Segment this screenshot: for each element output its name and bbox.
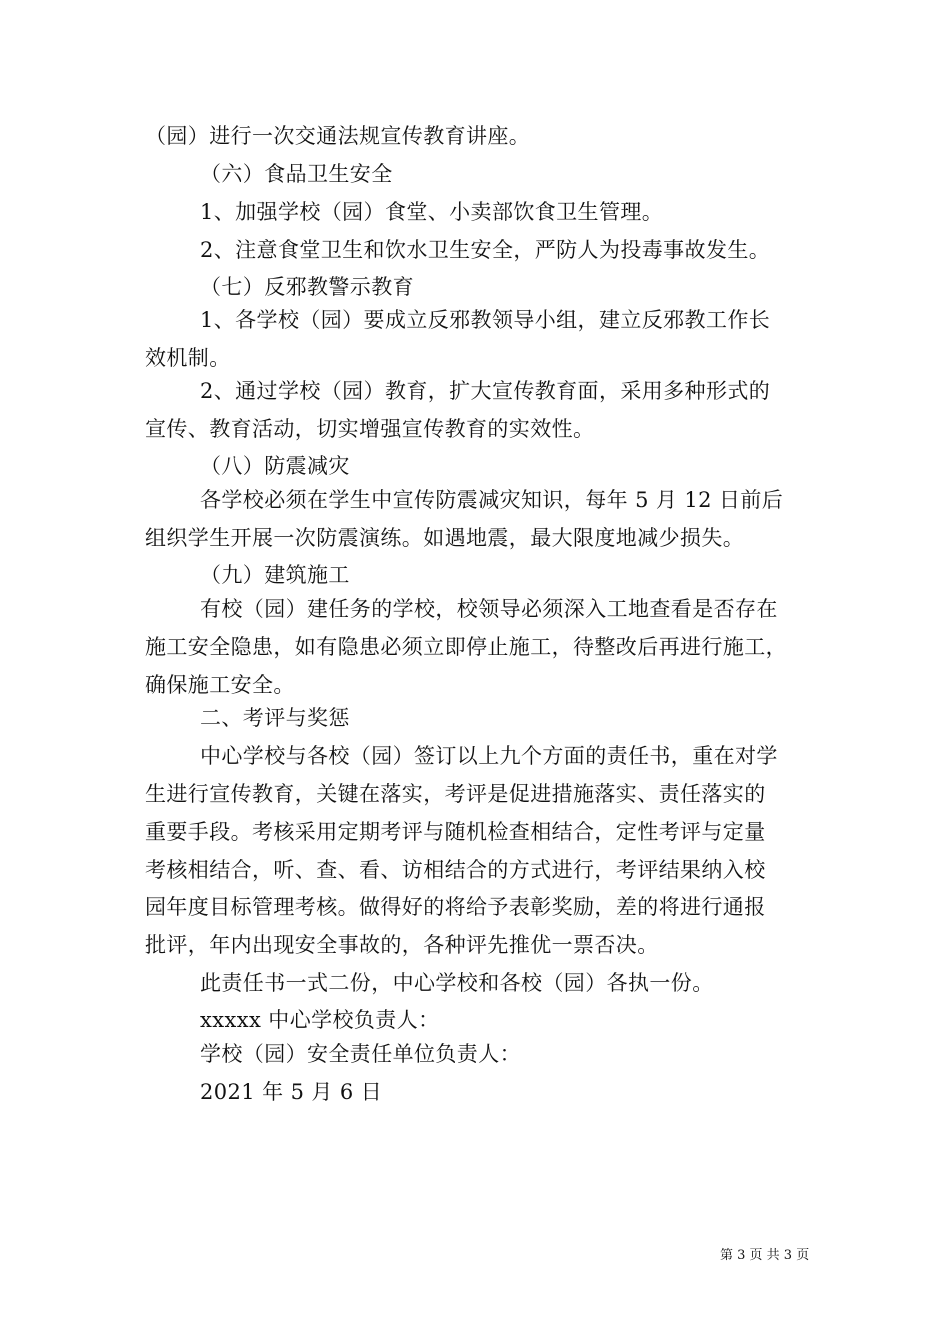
- paragraph-line: 组织学生开展一次防震演练。如遇地震，最大限度地减少损失。: [145, 526, 745, 550]
- paragraph-line: 此责任书一式二份，中心学校和各校（园）各执一份。: [200, 971, 714, 995]
- page-number-footer: 第 3 页 共 3 页: [720, 1248, 810, 1263]
- section-heading-evaluation: 二、考评与奖惩: [200, 706, 350, 730]
- paragraph-line: 2、注意食堂卫生和饮水卫生安全，严防人为投毒事故发生。: [200, 238, 771, 262]
- signature-line-center-school: xxxxx 中心学校负责人：: [200, 1008, 440, 1032]
- section-heading-earthquake: （八）防震减灾: [200, 454, 350, 478]
- section-heading-construction: （九）建筑施工: [200, 563, 350, 587]
- paragraph-line: 宣传、教育活动，切实增强宣传教育的实效性。: [145, 417, 595, 441]
- paragraph-line: 1、各学校（园）要成立反邪教领导小组，建立反邪教工作长: [200, 308, 771, 332]
- paragraph-line: 确保施工安全。: [145, 673, 295, 697]
- paragraph-line: （园）进行一次交通法规宣传教育讲座。: [145, 124, 531, 148]
- paragraph-line: 园年度目标管理考核。做得好的将给予表彰奖励，差的将进行通报: [145, 895, 766, 919]
- paragraph-line: 考核相结合，听、查、看、访相结合的方式进行，考评结果纳入校: [145, 858, 766, 882]
- paragraph-line: 2、通过学校（园）教育，扩大宣传教育面，采用多种形式的: [200, 379, 771, 403]
- paragraph-line: 生进行宣传教育，关键在落实，考评是促进措施落实、责任落实的: [145, 782, 766, 806]
- paragraph-line: 中心学校与各校（园）签订以上九个方面的责任书，重在对学: [200, 744, 778, 768]
- paragraph-line: 各学校必须在学生中宣传防震减灾知识，每年 5 月 12 日前后: [200, 488, 784, 512]
- signature-line-school: 学校（园）安全责任单位负责人：: [200, 1042, 521, 1066]
- section-heading-anti-cult: （七）反邪教警示教育: [200, 275, 414, 299]
- paragraph-line: 施工安全隐患，如有隐患必须立即停止施工，待整改后再进行施工，: [145, 635, 787, 659]
- document-date: 2021 年 5 月 6 日: [200, 1080, 383, 1104]
- section-heading-food-safety: （六）食品卫生安全: [200, 162, 393, 186]
- paragraph-line: 重要手段。考核采用定期考评与随机检查相结合，定性考评与定量: [145, 820, 766, 844]
- paragraph-line: 批评，年内出现安全事故的，各种评先推优一票否决。: [145, 933, 659, 957]
- paragraph-line: 1、加强学校（园）食堂、小卖部饮食卫生管理。: [200, 200, 664, 224]
- paragraph-line: 有校（园）建任务的学校，校领导必须深入工地查看是否存在: [200, 597, 778, 621]
- paragraph-line: 效机制。: [145, 346, 231, 370]
